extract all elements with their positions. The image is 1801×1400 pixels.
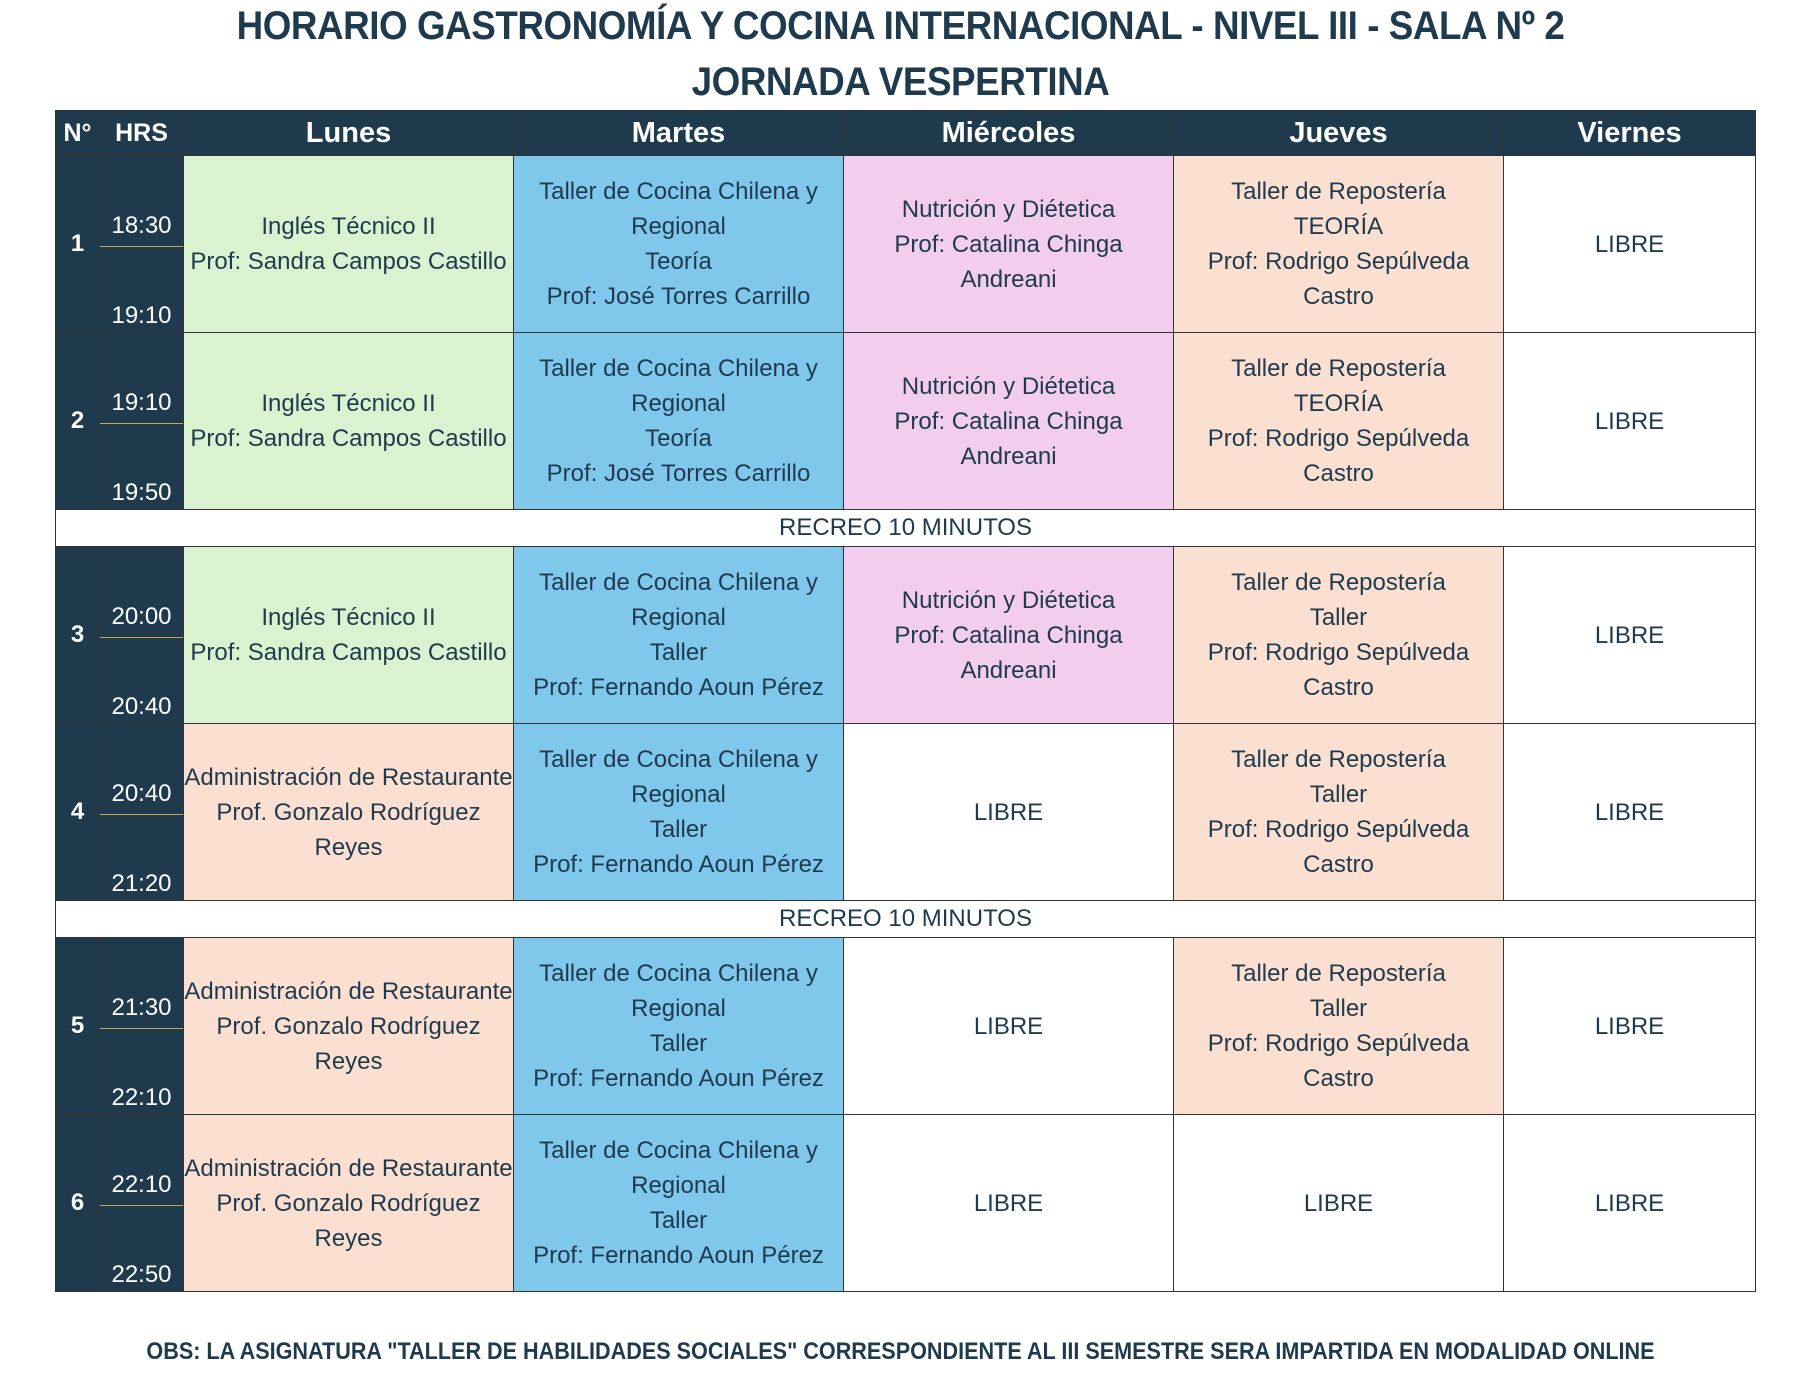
class-cell	[1504, 547, 1756, 724]
class-cell-line: Prof: Catalina Chinga Andreani	[894, 230, 1123, 293]
class-cell-line: Taller de Cocina Chilena y	[539, 1137, 818, 1164]
class-cell-line: Teoría	[645, 248, 712, 275]
class-cell	[1174, 547, 1504, 724]
class-cell-line: Prof: Rodrigo Sepúlveda Castro	[1207, 248, 1470, 310]
header-day: Lunes	[184, 111, 514, 156]
block-hours	[100, 938, 184, 1115]
start-time: 21:30	[100, 938, 183, 1029]
class-cell	[1174, 333, 1504, 510]
block-hours	[100, 333, 184, 510]
observation-note: OBS: LA ASIGNATURA "TALLER DE HABILIDADES SOCIALES" CORRESPONDIENTE AL III SEMESTRE SERA IMPARTIDA EN MODALIDAD ONLINE	[146, 1338, 1655, 1365]
class-cell-line: Taller	[649, 816, 708, 843]
class-cell-line: Prof. Gonzalo Rodríguez Reyes	[216, 1012, 481, 1075]
class-cell-line: Prof: Fernando Aoun Pérez	[533, 1065, 824, 1092]
schedule-title: HORARIO GASTRONOMÍA Y COCINA INTERNACIONAL - NIVEL III - SALA Nº 2	[236, 4, 1565, 48]
end-time: 19:50	[111, 479, 172, 506]
recess-label: RECREO 10 MINUTOS	[56, 510, 1756, 547]
class-cell-line: Taller	[649, 1030, 708, 1057]
class-cell-line: LIBRE	[1303, 1189, 1374, 1217]
class-cell-line: Taller	[649, 639, 708, 666]
start-time: 19:10	[100, 333, 183, 424]
class-cell	[514, 724, 844, 901]
start-time: 22:10	[100, 1115, 183, 1206]
class-cell-line: Inglés Técnico II	[261, 604, 436, 631]
class-cell	[514, 333, 844, 510]
class-cell-line: LIBRE	[1594, 621, 1665, 649]
header-day: Jueves	[1174, 111, 1504, 156]
block-row	[56, 333, 1756, 510]
end-time: 19:10	[111, 302, 172, 329]
class-cell-line: Prof: Catalina Chinga Andreani	[894, 407, 1123, 470]
end-time: 20:40	[111, 693, 172, 720]
class-cell	[184, 156, 514, 333]
block-number: 3	[56, 547, 100, 724]
schedule-subtitle: JORNADA VESPERTINA	[691, 60, 1110, 104]
class-cell	[1504, 938, 1756, 1115]
class-cell	[1174, 938, 1504, 1115]
class-cell-line: Prof: Fernando Aoun Pérez	[533, 674, 824, 701]
class-cell	[514, 547, 844, 724]
class-cell-line: LIBRE	[973, 1189, 1044, 1217]
class-cell-line: Prof: Rodrigo Sepúlveda Castro	[1207, 425, 1470, 487]
class-cell-line: LIBRE	[1594, 407, 1665, 435]
class-cell-line: Prof: Sandra Campos Castillo	[190, 248, 507, 275]
class-cell	[184, 938, 514, 1115]
class-cell-line: Taller de Cocina Chilena y	[539, 569, 818, 596]
recess-label: RECREO 10 MINUTOS	[56, 901, 1756, 938]
class-cell	[844, 724, 1174, 901]
class-cell-line: Prof. Gonzalo Rodríguez Reyes	[216, 1189, 481, 1252]
end-time: 21:20	[111, 870, 172, 897]
header-day: Viernes	[1504, 111, 1756, 156]
class-cell-line: Taller de Repostería	[1231, 746, 1446, 773]
block-row	[56, 724, 1756, 901]
block-hours	[100, 156, 184, 333]
end-time: 22:50	[111, 1261, 172, 1288]
class-cell-line: Regional	[631, 390, 726, 417]
class-cell-line: Prof: José Torres Carrillo	[546, 460, 811, 487]
class-cell-line: Prof: Rodrigo Sepúlveda Castro	[1207, 816, 1470, 878]
class-cell-line: Regional	[631, 995, 726, 1022]
class-cell-line: Taller	[1309, 781, 1368, 808]
class-cell	[184, 1115, 514, 1292]
block-number: 6	[56, 1115, 100, 1292]
class-cell	[1174, 1115, 1504, 1292]
class-cell	[184, 547, 514, 724]
header-num: N°	[56, 111, 100, 156]
schedule-table	[55, 110, 1756, 1292]
class-cell-line: TEORÍA	[1293, 390, 1384, 417]
class-cell-line: Teoría	[645, 425, 712, 452]
class-cell	[514, 1115, 844, 1292]
class-cell-line: Nutrición y Diétetica	[901, 372, 1116, 400]
class-cell-line: Inglés Técnico II	[261, 390, 436, 417]
class-cell-line: Prof: Catalina Chinga Andreani	[894, 621, 1123, 684]
start-time: 18:30	[100, 156, 183, 247]
class-cell-line: Regional	[631, 1172, 726, 1199]
header-day: Miércoles	[844, 111, 1174, 156]
block-hours	[100, 724, 184, 901]
class-cell-line: Prof: Rodrigo Sepúlveda Castro	[1207, 639, 1470, 701]
class-cell-line: LIBRE	[1594, 1189, 1665, 1217]
class-cell	[184, 333, 514, 510]
class-cell	[844, 333, 1174, 510]
class-cell-line: Prof: Fernando Aoun Pérez	[533, 1242, 824, 1269]
class-cell	[844, 547, 1174, 724]
header-day: Martes	[514, 111, 844, 156]
class-cell-line: Taller	[1309, 604, 1368, 631]
class-cell-line: Prof: José Torres Carrillo	[546, 283, 811, 310]
block-hours	[100, 1115, 184, 1292]
block-row	[56, 547, 1756, 724]
class-cell-line: Taller de Repostería	[1231, 178, 1446, 205]
block-row	[56, 938, 1756, 1115]
class-cell-line: Administración de Restaurante	[184, 977, 513, 1005]
recess-row	[56, 510, 1756, 547]
header-row	[56, 111, 1756, 156]
class-cell-line: LIBRE	[973, 1012, 1044, 1040]
class-cell-line: Prof. Gonzalo Rodríguez Reyes	[216, 798, 481, 861]
class-cell	[1504, 333, 1756, 510]
class-cell-line: Prof: Sandra Campos Castillo	[190, 639, 507, 666]
class-cell-line: LIBRE	[1594, 1012, 1665, 1040]
end-time: 22:10	[111, 1084, 172, 1111]
class-cell-line: Prof: Fernando Aoun Pérez	[533, 851, 824, 878]
class-cell	[514, 938, 844, 1115]
class-cell	[844, 1115, 1174, 1292]
class-cell-line: Regional	[631, 781, 726, 808]
class-cell	[844, 938, 1174, 1115]
class-cell-line: Taller de Repostería	[1231, 960, 1446, 987]
class-cell	[1174, 724, 1504, 901]
class-cell-line: Prof: Rodrigo Sepúlveda Castro	[1207, 1030, 1470, 1092]
start-time: 20:40	[100, 724, 183, 815]
class-cell-line: Taller	[1309, 995, 1368, 1022]
class-cell	[844, 156, 1174, 333]
class-cell	[514, 156, 844, 333]
start-time: 20:00	[100, 547, 183, 638]
class-cell-line: TEORÍA	[1293, 213, 1384, 240]
block-hours	[100, 547, 184, 724]
class-cell-line: Taller de Cocina Chilena y	[539, 960, 818, 987]
class-cell	[184, 724, 514, 901]
block-number: 2	[56, 333, 100, 510]
class-cell	[1504, 156, 1756, 333]
class-cell-line: Prof: Sandra Campos Castillo	[190, 425, 507, 452]
class-cell-line: Taller de Cocina Chilena y	[539, 178, 818, 205]
class-cell-line: LIBRE	[1594, 230, 1665, 258]
class-cell	[1504, 724, 1756, 901]
block-number: 5	[56, 938, 100, 1115]
class-cell-line: Nutrición y Diétetica	[901, 586, 1116, 614]
block-row	[56, 156, 1756, 333]
class-cell-line: Taller	[649, 1207, 708, 1234]
class-cell-line: Regional	[631, 604, 726, 631]
class-cell-line: Taller de Cocina Chilena y	[539, 746, 818, 773]
class-cell-line: LIBRE	[973, 798, 1044, 826]
class-cell-line: Inglés Técnico II	[261, 213, 436, 240]
class-cell-line: Administración de Restaurante	[184, 763, 513, 791]
header-hrs: HRS	[100, 111, 184, 156]
class-cell	[1504, 1115, 1756, 1292]
class-cell-line: Administración de Restaurante	[184, 1154, 513, 1182]
class-cell-line: Taller de Cocina Chilena y	[539, 355, 818, 382]
class-cell-line: Taller de Repostería	[1231, 569, 1446, 596]
class-cell-line: Regional	[631, 213, 726, 240]
class-cell-line: LIBRE	[1594, 798, 1665, 826]
block-number: 1	[56, 156, 100, 333]
recess-row	[56, 901, 1756, 938]
block-row	[56, 1115, 1756, 1292]
class-cell	[1174, 156, 1504, 333]
class-cell-line: Taller de Repostería	[1231, 355, 1446, 382]
class-cell-line: Nutrición y Diétetica	[901, 195, 1116, 223]
block-number: 4	[56, 724, 100, 901]
